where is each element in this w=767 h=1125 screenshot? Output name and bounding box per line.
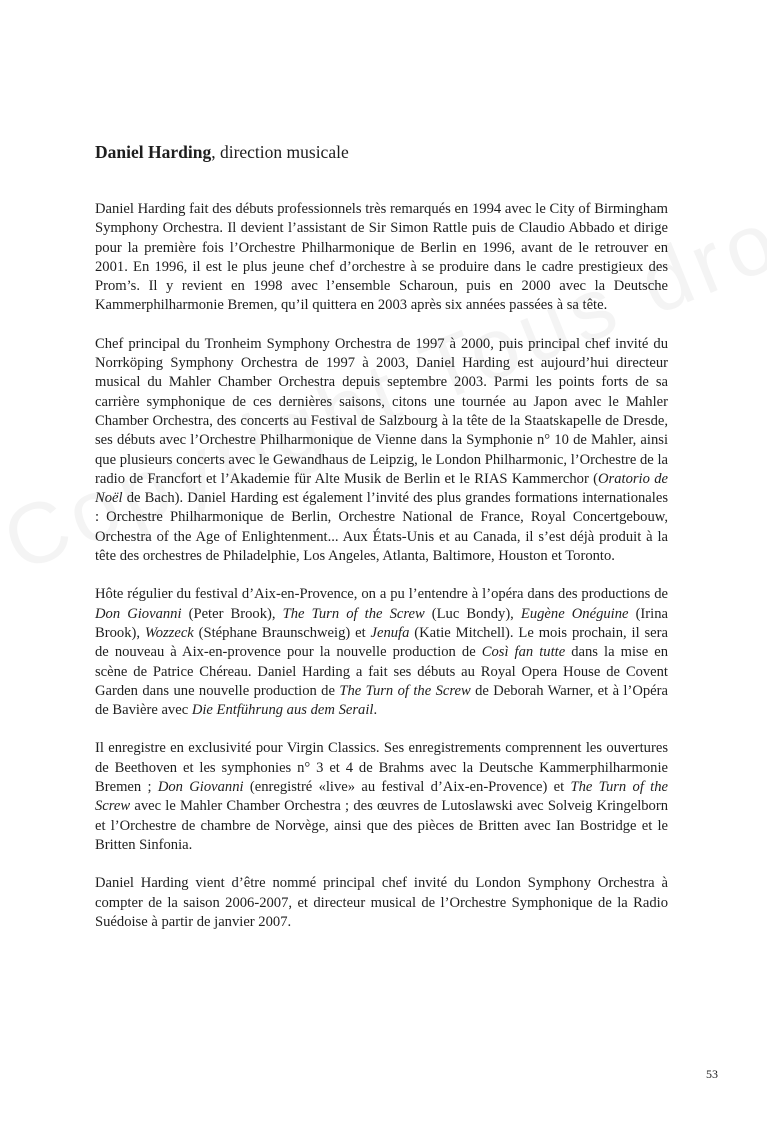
work-title: Wozzeck xyxy=(144,624,194,641)
text-run: dans la mise en scène de Patrice Chéreau. Daniel Harding a fait ses débuts au Royal Opera House de Covent Garden dans une nouvelle production de xyxy=(95,644,669,699)
work-title: The Turn of the Screw xyxy=(95,779,668,815)
page-title xyxy=(95,142,349,163)
work-title: The Turn of the Screw xyxy=(282,605,425,622)
text-run: avec le Mahler Chamber Orchestra ; des œuvres de Lutoslawski avec Solveig Kringelborn et l’Orchestre de chambre de Norvège, ainsi que des pièces de Britten avec Ian Bostridge et le Britten Sinfonia. xyxy=(95,798,668,853)
text-run: (Katie Mitchell). Le mois prochain, il sera de nouveau à Aix-en-provence pour la nouvelle production de xyxy=(95,624,668,661)
text-run: de Bach). Daniel Harding est également l’invité des plus grandes formations internationales : Orchestre Philharmonique de Berlin, Orchestre National de France, Royal Concertgebouw, Orchestra of the Age of Enlightenment... Aux États-Unis et au Canada, il s’est déjà produit à la tête des orchestres de Philadelphie, Los Angeles, Atlanta, Baltimore, Houston et Toronto. xyxy=(95,490,668,565)
text-run: (Peter Brook), xyxy=(181,605,283,622)
text-run: (Luc Bondy), xyxy=(424,605,521,622)
work-title: The Turn of the Screw xyxy=(339,682,471,699)
page-number: 53 xyxy=(706,1067,718,1081)
work-title: Oratorio de Noël xyxy=(95,470,668,507)
paragraph-3 xyxy=(95,585,668,720)
text-run: Hôte régulier du festival d’Aix-en-Provence, on a pu l’entendre à l’opéra dans des productions de xyxy=(95,586,668,603)
paragraph-4 xyxy=(95,739,668,855)
text-run: Daniel Harding fait des débuts professionnels très remarqués en 1994 avec le City of Birmingham Symphony Orchestra. Il devient l’assistant de Sir Simon Rattle puis de Claudio Abbado et dirige pour la première fois l’Orchestre Philharmonique de Berlin en 1996, avant de le retrouver en 2001. En 1996, il est le plus jeune chef d’orchestre à se produire dans le cadre prestigieux des Prom’s. Il y revient en 1998 avec l’ensemble Scharoun, puis en 2000 avec la Deutsche Kammerphilharmonie Bremen, qu’il quittera en 2003 après six années passées à sa tête. xyxy=(95,201,668,314)
text-run: (Stéphane Braunschweig) et xyxy=(193,624,371,641)
text-run: . xyxy=(373,702,378,719)
paragraph-1 xyxy=(95,200,668,316)
paragraph-5 xyxy=(95,874,668,932)
work-title: Eugène Onéguine xyxy=(520,605,629,622)
work-title: Così fan tutte xyxy=(481,644,566,661)
text-run: de Deborah Warner, et à l’Opéra de Bavière avec xyxy=(95,682,668,719)
paragraph-2 xyxy=(95,335,668,567)
work-title: Don Giovanni xyxy=(157,779,244,796)
text-run: (Irina Brook), xyxy=(95,605,668,641)
text-run: Daniel Harding vient d’être nommé principal chef invité du London Symphony Orchestra à compter de la saison 2006-2007, et directeur musical de l’Orchestre Symphonique de la Radio Suédoise à partir de janvier 2007. xyxy=(95,875,668,930)
text-run: Il enregistre en exclusivité pour Virgin Classics. Ses enregistrements comprennent les ouvertures de Beethoven et les symphonies n° 3 et 4 de Brahms avec la Deutsche Kammerphilharmonie Bremen ; xyxy=(95,740,668,796)
text-run: Chef principal du Tronheim Symphony Orchestra de 1997 à 2000, puis principal chef invité du Norrköping Symphony Orchestra de 1997 à 2003, Daniel Harding est aujourd’hui directeur musical du Mahler Chamber Orchestra depuis septembre 2003. Parmi les points forts de sa carrière symphonique de ces dernières saisons, citons une tournée au Japon avec le Mahler Chamber Orchestra, des concerts au Festival de Salzbourg à la tête de la Staatskapelle de Dresde, ses débuts avec l’Orchestre Philharmonique de Vienne dans la Symphonie n° 10 de Mahler, ainsi que plusieurs concerts avec le Gewandhaus de Leipzig, le London Philharmonic, l’Orchestre de la radio de Francfort et l’Akademie für Alte Musik de Berlin et le RIAS Kammerchor ( xyxy=(95,335,668,487)
work-title: Jenufa xyxy=(370,624,410,641)
text-run: (enregistré «live» au festival d’Aix-en-Provence) et xyxy=(243,779,571,796)
artist-role: , direction musicale xyxy=(211,142,349,162)
artist-name: Daniel Harding xyxy=(95,142,212,162)
work-title: Don Giovanni xyxy=(95,605,182,622)
biography-text xyxy=(95,200,668,951)
work-title: Die Entführung aus dem Serail xyxy=(191,702,374,719)
